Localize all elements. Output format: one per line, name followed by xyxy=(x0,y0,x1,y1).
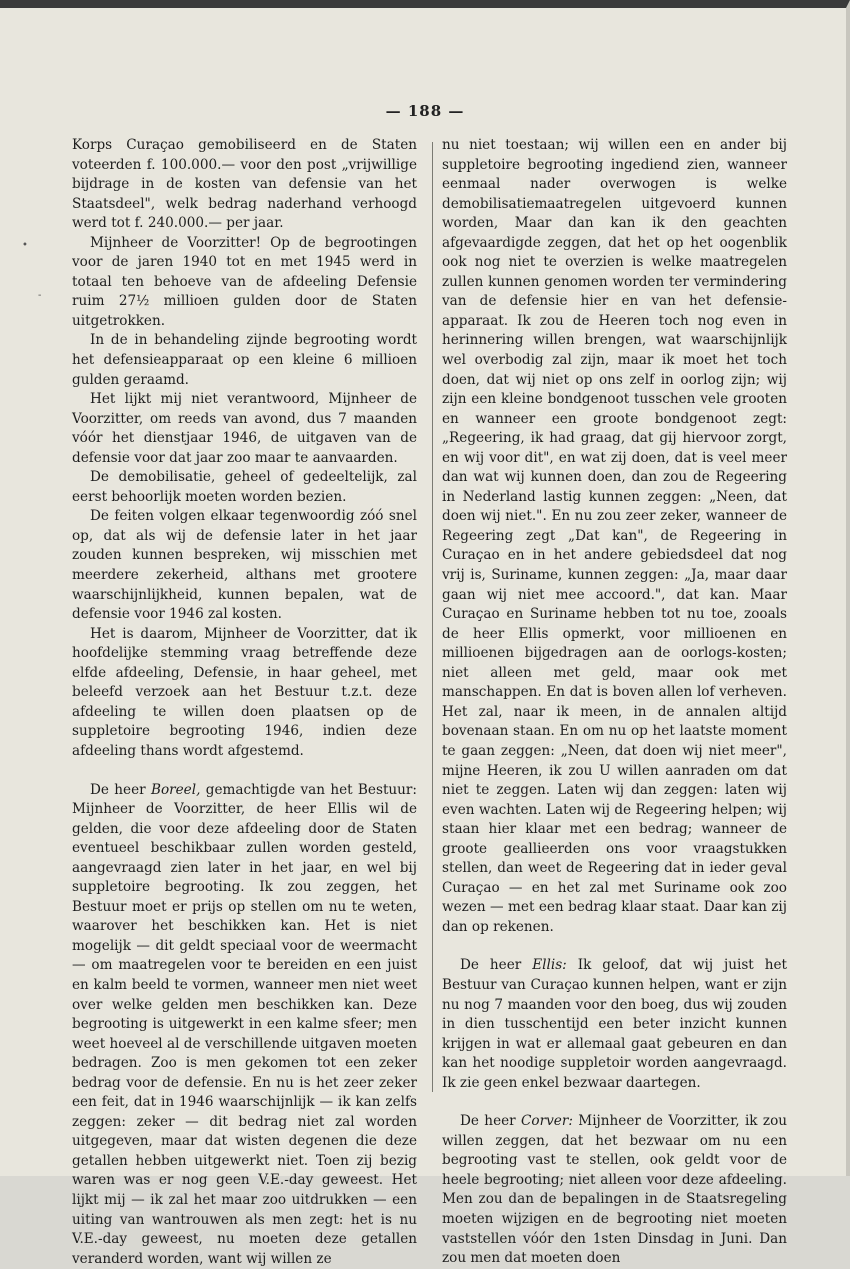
paragraph: Het is daarom, Mijnheer de Voorzitter, dat ik hoofdelijke stemming vraag betreffende deze elfde afdeeling, Defensie, in haar geheel, met beleefd verzoek aan het Bestuur t.z.t. deze afdeeling te willen doen plaatsen op de suppletoire begrooting 1946, indien deze afdeeling thans wordt afgestemd. xyxy=(72,625,417,762)
speech-ellis xyxy=(442,956,787,1093)
speaker-prefix: De heer xyxy=(460,957,532,973)
paragraph: In de in behandeling zijnde begrooting wordt het defensieapparaat op een kleine 6 millioen gulden geraamd. xyxy=(72,331,417,390)
speech-boreel xyxy=(72,781,417,1269)
page-number: — 188 — xyxy=(0,102,850,120)
right-column xyxy=(442,136,787,1269)
paragraph: De demobilisatie, geheel of gedeeltelijk, zal eerst behoorlijk moeten worden bezien. xyxy=(72,468,417,507)
speaker-name: Ellis: xyxy=(532,957,567,973)
paragraph: Mijnheer de Voorzitter! Op de begrootingen voor de jaren 1940 tot en met 1945 werd in totaal ten behoeve van de afdeeling Defensie ruim 27½ millioen gulden door de Staten uitgetrokken. xyxy=(72,234,417,332)
speaker-prefix: De heer xyxy=(460,1113,521,1129)
paragraph: Korps Curaçao gemobiliseerd en de Staten voteerden f. 100.000.— voor den post „vrijwillige bijdrage in de kosten van defensie van het Staatsdeel", welk bedrag naderhand verhoogd werd tot f. 240.000.— per jaar. xyxy=(72,136,417,234)
paragraph: nu niet toestaan; wij willen een en ander bij suppletoire begrooting ingediend zien, wanneer eenmaal nader overwogen is welke demobilisatiemaatregelen uitgevoerd kunnen worden, Maar dan kan ik den geachten afgevaardigde zeggen, dat het op het oogenblik ook nog niet te overzien is welke maatregelen zullen kunnen genomen worden ter vermindering van de defensie hier en van het defensie-apparaat. Ik zou de Heeren toch nog even in herinnering willen brengen, wat waarschijnlijk wel overbodig zal zijn, maar ik moet het toch doen, dat wij niet op ons zelf in oorlog zijn; wij zijn een kleine bondgenoot tusschen vele grooten en wanneer een groote bondgenoot zegt: „Regeering, ik had graag, dat gij hiervoor zorgt, en wij voor dit", en wat zij doen, dat is veel meer dan wat wij kunnen doen, dan zou de Regeering in Nederland lastig kunnen zeggen: „Neen, dat doen wij niet.". En nu zou zeer zeker, wanneer de Regeering zegt „Dat kan", de Regeering in Curaçao en in het andere gebiedsdeel dat nog vrij is, Suriname, kunnen zeggen: „Ja, maar daar gaan wij niet mee accoord.", dat kan. Maar Curaçao en Suriname hebben tot nu toe, zooals de heer Ellis opmerkt, voor millioenen en millioenen bijgedragen aan de oorlogs-kosten; niet alleen met geld, maar ook met manschappen. En dat is boven allen lof verheven. Het zal, naar ik meen, in de annalen altijd bovenaan staan. En om nu op het laatste moment te gaan zeggen: „Neen, dat doen wij niet meer", mijne Heeren, ik zou U willen aanraden om dat niet te zeggen. Laten wij dan zeggen: laten wij even wachten. Laten wij de Regeering helpen; wij staan hier klaar met een bedrag; wanneer de groote geallieerden ons voor vraagstukken stellen, dan weet de Regeering dat in ieder geval Curaçao — en het zal met Suriname ook zoo wezen — met een bedrag klaar staat. Daar kan zij dan op rekenen. xyxy=(442,136,787,937)
speech-text: Mijnheer de Voorzitter, ik zou willen zeggen, dat het bezwaar om nu een begrooting vast te stellen, ook geldt voor de heele begrooting; niet alleen voor deze afdeeling. Men zou dan de bepalingen in de Staatsregeling moeten wijzigen en de begrooting niet moeten vaststellen vóór den 1sten Dinsdag in Juni. Dan zou men dat moeten doen xyxy=(442,1113,787,1266)
margin-mark: • xyxy=(22,240,28,251)
speech-text: Ik geloof, dat wij juist het Bestuur van Curaçao kunnen helpen, want er zijn nu nog 7 maanden voor den boeg, dus wij zouden in dien tusschentijd een beter inzicht kunnen krijgen in wat er allemaal gaat gebeuren en dan kan het noodige suppletoir worden aangevraagd. Ik zie geen enkel bezwaar daartegen. xyxy=(442,957,787,1090)
paragraph: De feiten volgen elkaar tegenwoordig zóó snel op, dat als wij de defensie later in het jaar zouden kunnen bespreken, wij misschien met meerdere zekerheid, althans met grootere waarschijnlijkheid, kunnen bepalen, wat de defensie voor 1946 zal kosten. xyxy=(72,507,417,624)
left-column xyxy=(72,136,417,1269)
speech-text: gemachtigde van het Bestuur: Mijnheer de Voorzitter, de heer Ellis wil de gelden, die voor deze afdeeling door de Staten eventueel beschikbaar zullen worden gesteld, aangevraagd zien later in het jaar, en wel bij suppletoire begrooting. Ik zou zeggen, het Bestuur moet er prijs op stellen om nu te weten, waarover het beschikken kan. Het is niet mogelijk — dit geldt speciaal voor de weermacht — om maatregelen voor te bereiden en een juist en kalm beeld te vormen, wanneer men niet weet over welke gelden men beschikken kan. Deze begrooting is uitgewerkt in een kalme sfeer; men weet hoeveel al de verschillende uitgaven moeten bedragen. Zoo is men gekomen tot een zeker bedrag voor de defensie. En nu is het zeer zeker een feit, dat in 1946 waarschijnlijk — ik kan zelfs zeggen: zeker — dit bedrag niet zal worden uitgegeven, maar dat wisten degenen die deze getallen hebben uitgewerkt niet. Toen zij bezig waren was er nog geen V.E.-day geweest. Het lijkt mij — ik zal het maar zoo uitdrukken — een uiting van wantrouwen als men zegt: het is nu V.E.-day geweest, nu moeten deze getallen veranderd worden, want wij willen ze xyxy=(72,782,417,1267)
paragraph: Het lijkt mij niet verantwoord, Mijnheer de Voorzitter, om reeds van avond, dus 7 maanden vóór het dienstjaar 1946, de uitgaven van de defensie voor dat jaar zoo maar te aanvaarden. xyxy=(72,390,417,468)
column-divider xyxy=(432,142,433,1092)
speech-corver xyxy=(442,1112,787,1268)
speaker-name: Corver: xyxy=(521,1113,573,1129)
speaker-prefix: De heer xyxy=(90,782,151,798)
speaker-name: Boreel, xyxy=(151,782,200,798)
margin-mark: - xyxy=(38,290,41,301)
